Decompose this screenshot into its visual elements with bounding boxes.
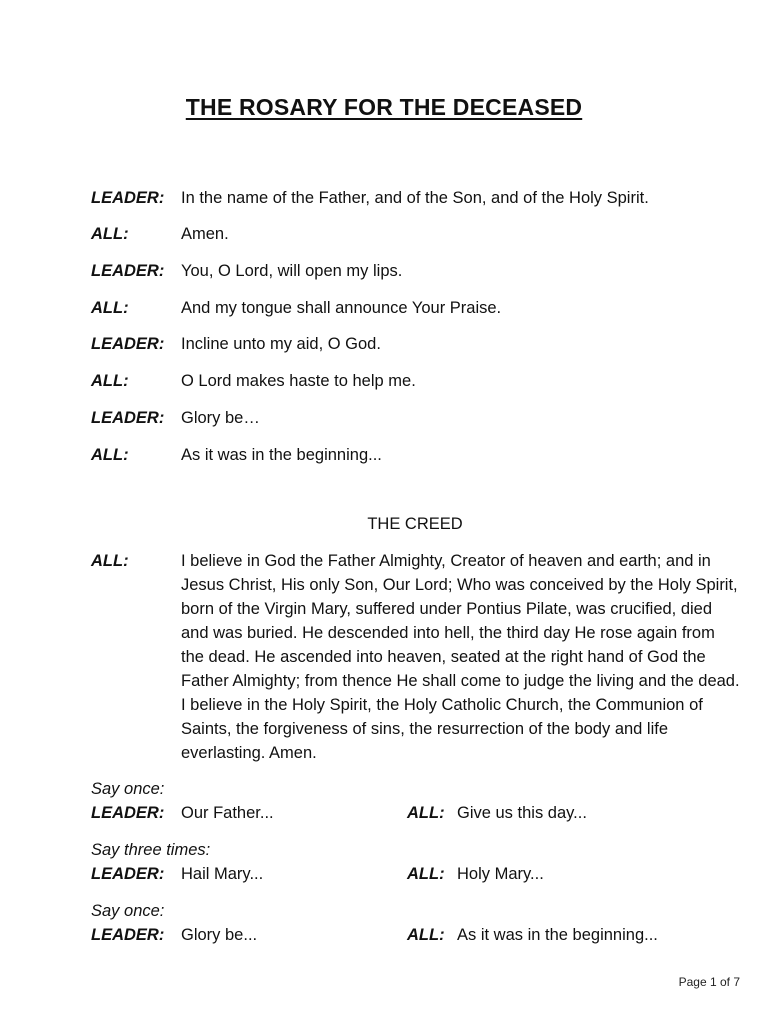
speaker-label: LEADER: [91, 262, 165, 280]
response-line [91, 297, 751, 319]
speaker-label: ALL: [91, 299, 129, 317]
response-line [91, 333, 751, 355]
response-line [91, 260, 751, 282]
speaker-label: LEADER: [91, 335, 165, 353]
section-heading: THE CREED [367, 515, 463, 533]
leader-text: Hail Mary... [181, 865, 264, 883]
leader-label: LEADER: [91, 926, 165, 944]
speaker-label: ALL: [91, 446, 129, 464]
response-text: Amen. [181, 225, 229, 243]
all-text: Give us this day... [457, 804, 587, 822]
response-line [91, 444, 751, 466]
response-text: As it was in the beginning... [181, 446, 382, 464]
speaker-label: LEADER: [91, 189, 165, 207]
document-title: THE ROSARY FOR THE DECEASED [185, 94, 583, 120]
prayer-pair [91, 802, 751, 824]
instruction-note: Say three times: [91, 841, 211, 859]
leader-label: LEADER: [91, 804, 165, 822]
leader-text: Glory be... [181, 926, 258, 944]
speaker-label: LEADER: [91, 409, 165, 427]
leader-label: LEADER: [91, 865, 165, 883]
prayer-pair [91, 863, 751, 885]
all-label: ALL: [407, 926, 445, 944]
response-text: Incline unto my aid, O God. [181, 335, 381, 353]
instruction-note: Say once: [91, 902, 165, 920]
speaker-label: ALL: [91, 552, 129, 570]
all-text: As it was in the beginning... [457, 926, 658, 944]
all-text: Holy Mary... [457, 865, 544, 883]
response-text: In the name of the Father, and of the Son, and of the Holy Spirit. [181, 189, 649, 207]
response-line [91, 370, 751, 392]
response-text: You, O Lord, will open my lips. [181, 262, 403, 280]
response-line [91, 187, 751, 209]
speaker-label: ALL: [91, 225, 129, 243]
response-text: Glory be… [181, 409, 260, 427]
response-line [91, 407, 751, 429]
creed-text: I believe in God the Father Almighty, Creator of heaven and earth; and in Jesus Christ, His only Son, Our Lord; Who was conceived by the Holy Spirit, born of the Virgin Mary, suffered under Pontius Pilate, was crucified, died and was buried. He descended into hell, the third day He rose again from the dead. He ascended into heaven, seated at the right hand of God the Father Almighty; from thence He shall come to judge the living and the dead. I believe in the Holy Spirit, the Holy Catholic Church, the Communion of Saints, the forgiveness of sins, the resurrection of the body and life everlasting. Amen. [181, 552, 740, 762]
response-text: O Lord makes haste to help me. [181, 372, 416, 390]
response-text: And my tongue shall announce Your Praise. [181, 299, 502, 317]
page-number: Page 1 of 7 [678, 975, 740, 989]
all-label: ALL: [407, 804, 445, 822]
prayer-pair [91, 924, 751, 946]
all-label: ALL: [407, 865, 445, 883]
instruction-note: Say once: [91, 780, 165, 798]
leader-text: Our Father... [181, 804, 274, 822]
response-line [91, 223, 751, 245]
speaker-label: ALL: [91, 372, 129, 390]
